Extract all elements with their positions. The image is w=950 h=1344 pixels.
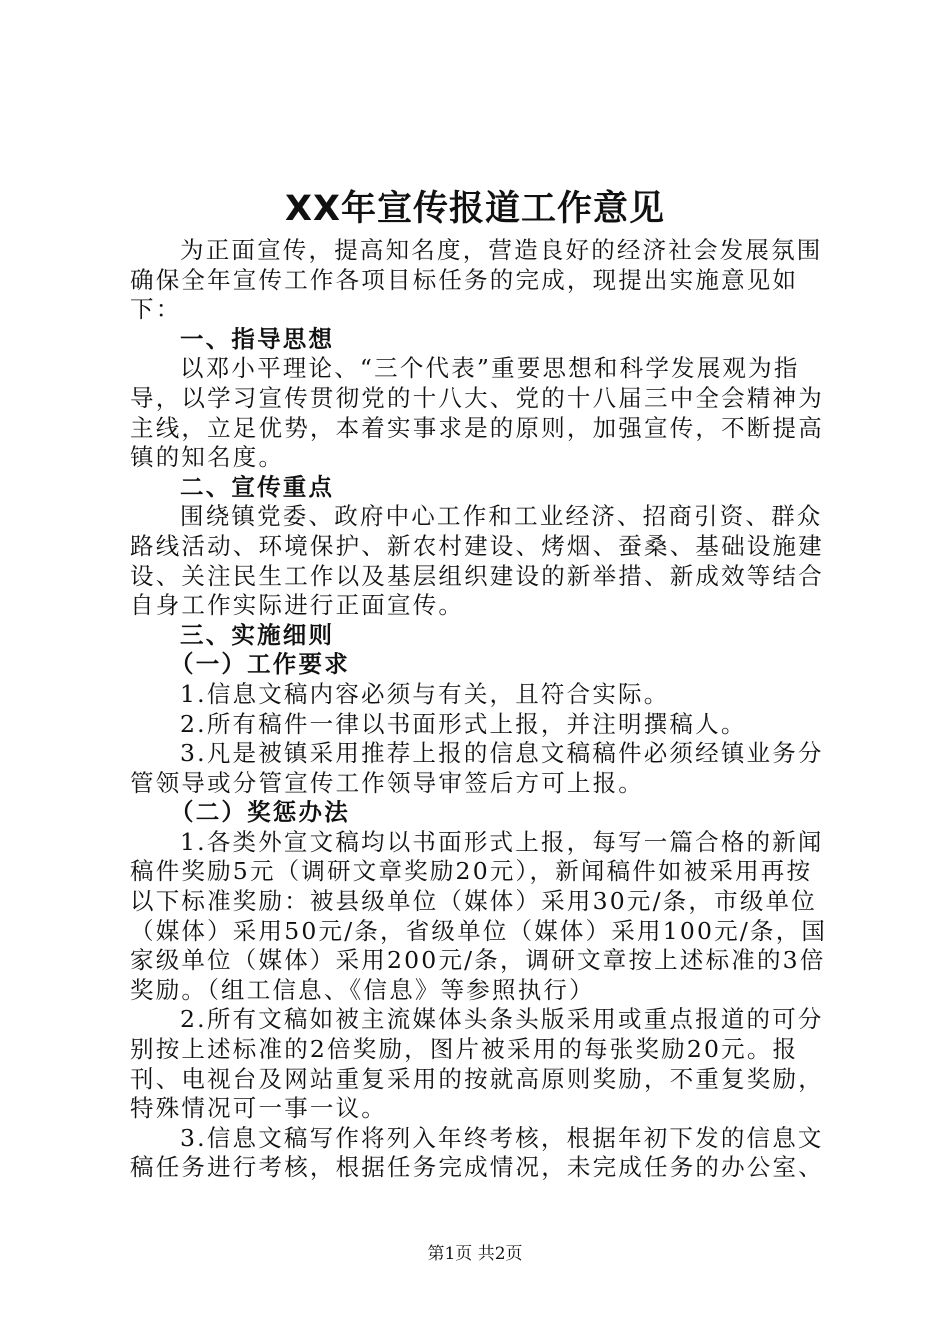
reward-item-3: 3.信息文稿写作将列入年终考核，根据年初下发的信息文稿任务进行考核，根据任务完成情况，未完成任务的办公室、 xyxy=(130,1123,824,1182)
page-number-footer: 第1页 共2页 xyxy=(427,1244,523,1264)
requirement-item-2: 2.所有稿件一律以书面形式上报，并注明撰稿人。 xyxy=(180,709,747,738)
requirement-item-3: 3.凡是被镇采用推荐上报的信息文稿稿件必须经镇业务分管领导或分管宣传工作领导审签后方可上报。 xyxy=(130,739,824,797)
reward-item-1: 1.各类外宣文稿均以书面形式上报，每写一篇合格的新闻稿件奖励5元（调研文章奖励20元），新闻稿件如被采用再按以下标准奖励：被县级单位（媒体）采用30元/条，市级单位（媒体）采用50元/条，省级单位（媒体）采用100元/条，国家级单位（媒体）采用200元/条，调研文章按上述标准的3倍奖励。（组工信息、《信息》等参照执行） xyxy=(130,827,828,1004)
reward-item-2: 2.所有文稿如被主流媒体头条头版采用或重点报道的可分别按上述标准的2倍奖励，图片被采用的每张奖励20元。报刊、电视台及网站重复采用的按就高原则奖励，不重复奖励，特殊情况可一事一议。 xyxy=(130,1005,824,1123)
section-1-heading: 一、指导思想 xyxy=(180,324,335,353)
section-3-heading: 三、实施细则 xyxy=(180,620,335,649)
intro-paragraph: 为正面宣传，提高知名度，营造良好的经济社会发展氛围确保全年宣传工作各项目标任务的完成，现提出实施意见如下： xyxy=(130,236,823,324)
requirement-item-1: 1.信息文稿内容必须与有关，且符合实际。 xyxy=(180,679,670,708)
subsection-rewards-heading: （二）奖惩办法 xyxy=(170,798,350,827)
section-2-heading: 二、宣传重点 xyxy=(180,472,335,501)
section-1-paragraph: 以邓小平理论、“三个代表”重要思想和科学发展观为指导，以学习宣传贯彻党的十八大、党的十八届三中全会精神为主线，立足优势，本着实事求是的原则，加强宣传，不断提高镇的知名度。 xyxy=(130,354,824,472)
section-2-paragraph: 围绕镇党委、政府中心工作和工业经济、招商引资、群众路线活动、环境保护、新农村建设、烤烟、蚕桑、基础设施建设、关注民生工作以及基层组织建设的新举措、新成效等结合自身工作实际进行正面宣传。 xyxy=(130,502,824,620)
document-body xyxy=(130,236,834,1183)
subsection-work-requirements-heading: （一）工作要求 xyxy=(170,650,350,679)
document-title: XX年宣传报道工作意见 xyxy=(285,189,665,229)
